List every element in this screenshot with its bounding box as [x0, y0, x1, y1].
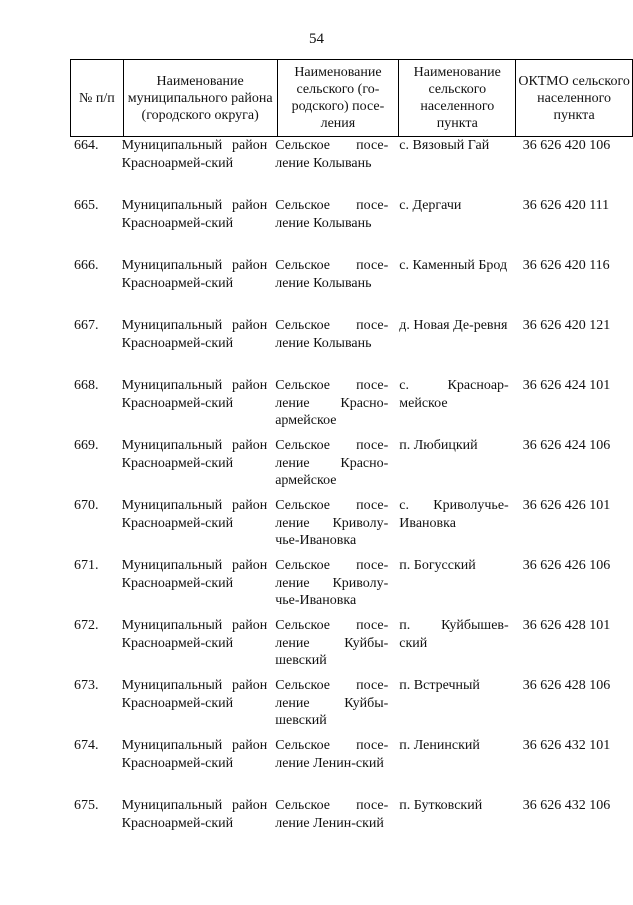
settlements-table	[70, 137, 633, 857]
header-district: Наименование муниципального района (городского округа)	[123, 60, 277, 137]
table-row	[70, 797, 633, 857]
cell-locality: п. Бутковский	[399, 798, 483, 813]
cell-settlement: Сельское посе-ление Куйбы-шевский	[275, 678, 389, 728]
table-row	[70, 737, 633, 797]
cell-num: 670.	[74, 498, 99, 513]
cell-locality: п. Богусский	[399, 558, 476, 573]
cell-locality: п. Встречный	[399, 678, 480, 693]
cell-settlement: Сельское посе-ление Колывань	[275, 198, 389, 231]
cell-num: 671.	[74, 558, 99, 573]
table-row	[70, 197, 633, 257]
cell-oktmo: 36 626 428 106	[522, 678, 611, 693]
table-row	[70, 257, 633, 317]
cell-oktmo: 36 626 426 106	[522, 558, 611, 573]
cell-oktmo: 36 626 424 106	[522, 438, 611, 453]
table-row	[70, 497, 633, 557]
cell-oktmo: 36 626 420 111	[522, 198, 610, 213]
cell-num: 665.	[74, 198, 99, 213]
cell-settlement: Сельское посе-ление Красно-армейское	[275, 378, 389, 428]
cell-settlement: Сельское посе-ление Колывань	[275, 138, 389, 171]
cell-district: Муниципальный район Красноармей-ский	[121, 138, 268, 171]
cell-district: Муниципальный район Красноармей-ский	[121, 798, 268, 831]
cell-locality: с. Дергачи	[399, 198, 462, 213]
page-number: 54	[309, 31, 324, 47]
cell-district: Муниципальный район Красноармей-ский	[121, 678, 268, 711]
cell-num: 673.	[74, 678, 99, 693]
table-row	[70, 617, 633, 677]
cell-oktmo: 36 626 426 101	[522, 498, 611, 513]
cell-settlement: Сельское посе-ление Криволу-чье-Ивановка	[275, 558, 389, 608]
cell-oktmo: 36 626 420 116	[522, 258, 610, 273]
cell-num: 668.	[74, 378, 99, 393]
cell-num: 675.	[74, 798, 99, 813]
cell-settlement: Сельское посе-ление Колывань	[275, 258, 389, 291]
cell-district: Муниципальный район Красноармей-ский	[121, 738, 268, 771]
cell-oktmo: 36 626 420 106	[522, 138, 611, 153]
cell-oktmo: 36 626 428 101	[522, 618, 611, 633]
table-body	[70, 137, 633, 857]
cell-district: Муниципальный район Красноармей-ский	[121, 318, 268, 351]
cell-locality: д. Новая Де-ревня	[399, 318, 508, 333]
cell-num: 674.	[74, 738, 99, 753]
cell-district: Муниципальный район Красноармей-ский	[121, 558, 268, 591]
cell-locality: п. Куйбышев-ский	[399, 618, 509, 651]
cell-district: Муниципальный район Красноармей-ский	[121, 378, 268, 411]
table-row	[70, 317, 633, 377]
cell-district: Муниципальный район Красноармей-ский	[121, 258, 268, 291]
header-locality: Наименование сельского населенного пункта	[399, 60, 516, 137]
cell-num: 664.	[74, 138, 99, 153]
cell-num: 666.	[74, 258, 99, 273]
cell-oktmo: 36 626 424 101	[522, 378, 611, 393]
cell-district: Муниципальный район Красноармей-ский	[121, 438, 268, 471]
cell-settlement: Сельское посе-ление Колывань	[275, 318, 389, 351]
cell-settlement: Сельское посе-ление Ленин-ский	[275, 798, 389, 831]
cell-locality: п. Ленинский	[399, 738, 480, 753]
cell-settlement: Сельское посе-ление Куйбы-шевский	[275, 618, 389, 668]
cell-num: 669.	[74, 438, 99, 453]
header-oktmo: ОКТМО сельского населенного пункта	[516, 60, 633, 137]
table-row	[70, 377, 633, 437]
cell-locality: с. Вязовый Гай	[399, 138, 490, 153]
table-row	[70, 137, 633, 197]
cell-locality: п. Любицкий	[399, 438, 478, 453]
cell-settlement: Сельское посе-ление Криволу-чье-Ивановка	[275, 498, 389, 548]
cell-locality: с. Криволучье-Ивановка	[399, 498, 509, 531]
cell-district: Муниципальный район Красноармей-ский	[121, 618, 268, 651]
table-row	[70, 677, 633, 737]
header-num: № п/п	[71, 60, 124, 137]
cell-oktmo: 36 626 420 121	[522, 318, 611, 333]
table-row	[70, 557, 633, 617]
cell-settlement: Сельское посе-ление Красно-армейское	[275, 438, 389, 488]
cell-num: 667.	[74, 318, 99, 333]
table-header	[70, 59, 633, 137]
cell-num: 672.	[74, 618, 99, 633]
table-row	[70, 437, 633, 497]
cell-oktmo: 36 626 432 101	[522, 738, 611, 753]
cell-oktmo: 36 626 432 106	[522, 798, 611, 813]
cell-locality: с. Красноар-мейское	[399, 378, 509, 411]
cell-district: Муниципальный район Красноармей-ский	[121, 198, 268, 231]
cell-settlement: Сельское посе-ление Ленин-ский	[275, 738, 389, 771]
header-settlement: Наименование сельского (го-родского) посе-ления	[277, 60, 399, 137]
cell-locality: с. Каменный Брод	[399, 258, 508, 273]
cell-district: Муниципальный район Красноармей-ский	[121, 498, 268, 531]
